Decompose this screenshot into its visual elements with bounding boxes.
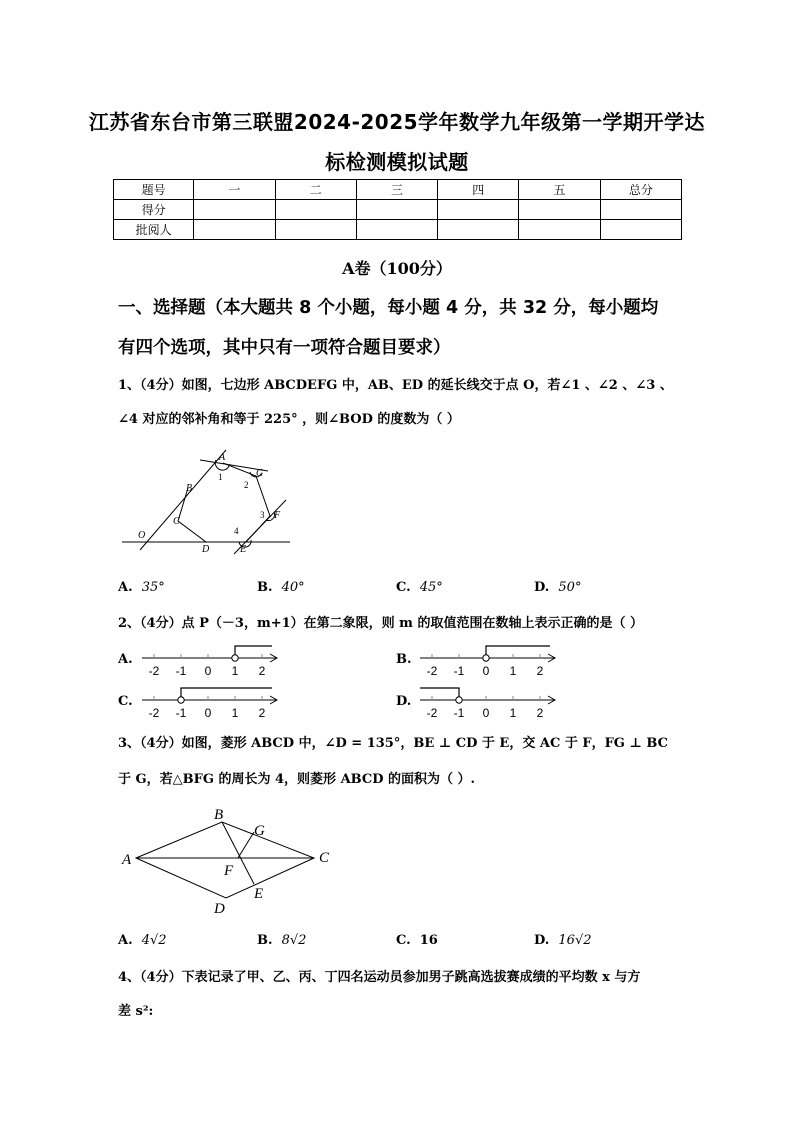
open-circle-marker [232, 655, 238, 661]
score-cell[interactable] [438, 220, 519, 240]
score-cell[interactable] [438, 200, 519, 220]
tick-label: 0 [204, 706, 212, 720]
label-c: C [319, 850, 330, 866]
q1-option-a[interactable]: A. 35° [118, 580, 165, 595]
number-line-a[interactable] [140, 640, 285, 680]
q2-option-a-letter[interactable]: A. [118, 652, 133, 667]
score-cell[interactable] [519, 200, 600, 220]
tick-label: 2 [258, 706, 266, 720]
score-cell[interactable] [194, 200, 275, 220]
table-row-label: 得分 [114, 200, 194, 220]
label-f: F [224, 863, 234, 879]
table-header-cell: 二 [275, 180, 356, 200]
label-b: B [214, 807, 224, 823]
tick-label: 2 [536, 664, 544, 678]
question-1-line2: ∠4 对应的邻补角和等于 225° ，则∠BOD 的度数为（ ） [118, 412, 460, 427]
q3-option-d-value: 16√2 [558, 933, 592, 948]
table-header-cell: 五 [519, 180, 600, 200]
solution-ray [420, 688, 459, 697]
q2-option-d-letter[interactable]: D. [396, 694, 412, 709]
tick-label: 2 [536, 706, 544, 720]
q1-option-d[interactable]: D. 50° [534, 580, 582, 595]
number-line-d[interactable] [418, 682, 563, 722]
page-title-line1: 江苏省东台市第三联盟2024-2025学年数学九年级第一学期开学达 [88, 110, 706, 134]
label-a: A [122, 852, 132, 868]
tick-label: -1 [453, 706, 465, 720]
tick-label: 0 [482, 664, 490, 678]
tick-label: 0 [204, 664, 212, 678]
score-cell[interactable] [356, 200, 437, 220]
score-table [113, 179, 682, 240]
label-c: C [173, 516, 180, 527]
label-d: D [202, 544, 210, 555]
table-row-label: 批阅人 [114, 220, 194, 240]
tick-label: -2 [426, 664, 438, 678]
open-circle-marker [178, 697, 184, 703]
q2-option-c-letter[interactable]: C. [118, 694, 133, 709]
table-row [114, 220, 682, 240]
rhombus-figure [118, 800, 348, 920]
q1-option-c-value: 45° [419, 580, 443, 595]
table-header-cell: 三 [356, 180, 437, 200]
solution-ray [486, 646, 550, 655]
label-a: A [219, 452, 226, 463]
heptagon-figure [118, 446, 308, 558]
tick-label: 1 [509, 664, 517, 678]
q3-option-c[interactable]: C. 16 [396, 933, 438, 948]
score-cell[interactable] [194, 220, 275, 240]
segment-fg [238, 832, 254, 858]
label-g: G [254, 823, 265, 839]
question-3-line1: 3、（4分）如图，菱形 ABCD 中，∠D = 135°，BE ⊥ CD 于 E，交 AC 于 F，FG ⊥ BC [118, 736, 669, 751]
q3-option-a[interactable]: A. 4√2 [118, 933, 167, 948]
question-2-text: 2、（4分）点 P（－3，m+1）在第二象限，则 m 的取值范围在数轴上表示正确的是（ ） [118, 616, 643, 631]
label-e: E [254, 886, 264, 902]
tick-label: 1 [231, 706, 239, 720]
q3-option-a-value: 4√2 [141, 933, 167, 948]
question-3-line2: 于 G，若△BFG 的周长为 4，则菱形 ABCD 的面积为（ ）. [118, 772, 476, 787]
score-cell[interactable] [519, 220, 600, 240]
q1-option-c[interactable]: C. 45° [396, 580, 443, 595]
q3-option-c-value: 16 [419, 933, 438, 948]
q3-option-b[interactable]: B. 8√2 [257, 933, 307, 948]
tick-label: 0 [482, 706, 490, 720]
rhombus-abcd [136, 822, 314, 898]
score-cell[interactable] [275, 200, 356, 220]
question-4-line2: 差 s²: [118, 1004, 154, 1019]
label-b: B [186, 483, 193, 494]
label-angle-3: 3 [260, 510, 265, 520]
open-circle-marker [483, 655, 489, 661]
line-oba [140, 450, 226, 550]
open-circle-marker [456, 697, 462, 703]
tick-label: -2 [148, 706, 160, 720]
table-row [114, 200, 682, 220]
q3-option-b-value: 8√2 [281, 933, 307, 948]
label-e: E [240, 544, 247, 555]
label-o: O [138, 530, 146, 541]
q1-option-b-value: 40° [281, 580, 305, 595]
score-cell[interactable] [600, 200, 681, 220]
tick-label: -1 [175, 706, 187, 720]
table-header-cell: 四 [438, 180, 519, 200]
score-cell[interactable] [275, 220, 356, 240]
label-angle-4: 4 [234, 526, 239, 536]
tick-label: 1 [509, 706, 517, 720]
tick-label: -2 [148, 664, 160, 678]
volume-title: A卷（100分） [342, 259, 452, 278]
tick-label: -1 [453, 664, 465, 678]
label-f: F [274, 510, 281, 521]
label-angle-1: 1 [218, 472, 223, 482]
section-heading-line2: 有四个选项，其中只有一项符合题目要求） [118, 338, 451, 358]
tick-label: 2 [258, 664, 266, 678]
q1-option-a-value: 35° [141, 580, 165, 595]
table-header-cell: 一 [194, 180, 275, 200]
solution-ray [235, 646, 272, 655]
section-heading-line1: 一、选择题（本大题共 8 个小题，每小题 4 分，共 32 分，每小题均 [118, 298, 659, 318]
label-d: D [214, 901, 225, 917]
table-header-cell: 题号 [114, 180, 194, 200]
q1-option-b[interactable]: B. 40° [257, 580, 305, 595]
table-row [114, 180, 682, 200]
number-line-c[interactable] [140, 682, 285, 722]
question-1-line1: 1、（4分）如图，七边形 ABCDEFG 中，AB、ED 的延长线交于点 O，若∠1 、∠2 、∠3 、 [118, 378, 673, 393]
table-header-cell: 总分 [600, 180, 681, 200]
page-title-line2: 标检测模拟试题 [325, 150, 469, 174]
q2-option-b-letter[interactable]: B. [396, 652, 412, 667]
tick-label: 1 [231, 664, 239, 678]
q1-option-d-value: 50° [558, 580, 582, 595]
number-line-b[interactable] [418, 640, 563, 680]
score-cell[interactable] [600, 220, 681, 240]
tick-label: -2 [426, 706, 438, 720]
question-4-line1: 4、（4分）下表记录了甲、乙、丙、丁四名运动员参加男子跳高选拔赛成绩的平均数 x 与方 [118, 970, 641, 985]
label-angle-2: 2 [244, 480, 249, 490]
score-cell[interactable] [356, 220, 437, 240]
q3-option-d[interactable]: D. 16√2 [534, 933, 592, 948]
tick-label: -1 [175, 664, 187, 678]
label-g: G [256, 468, 264, 479]
solution-ray [181, 688, 272, 697]
